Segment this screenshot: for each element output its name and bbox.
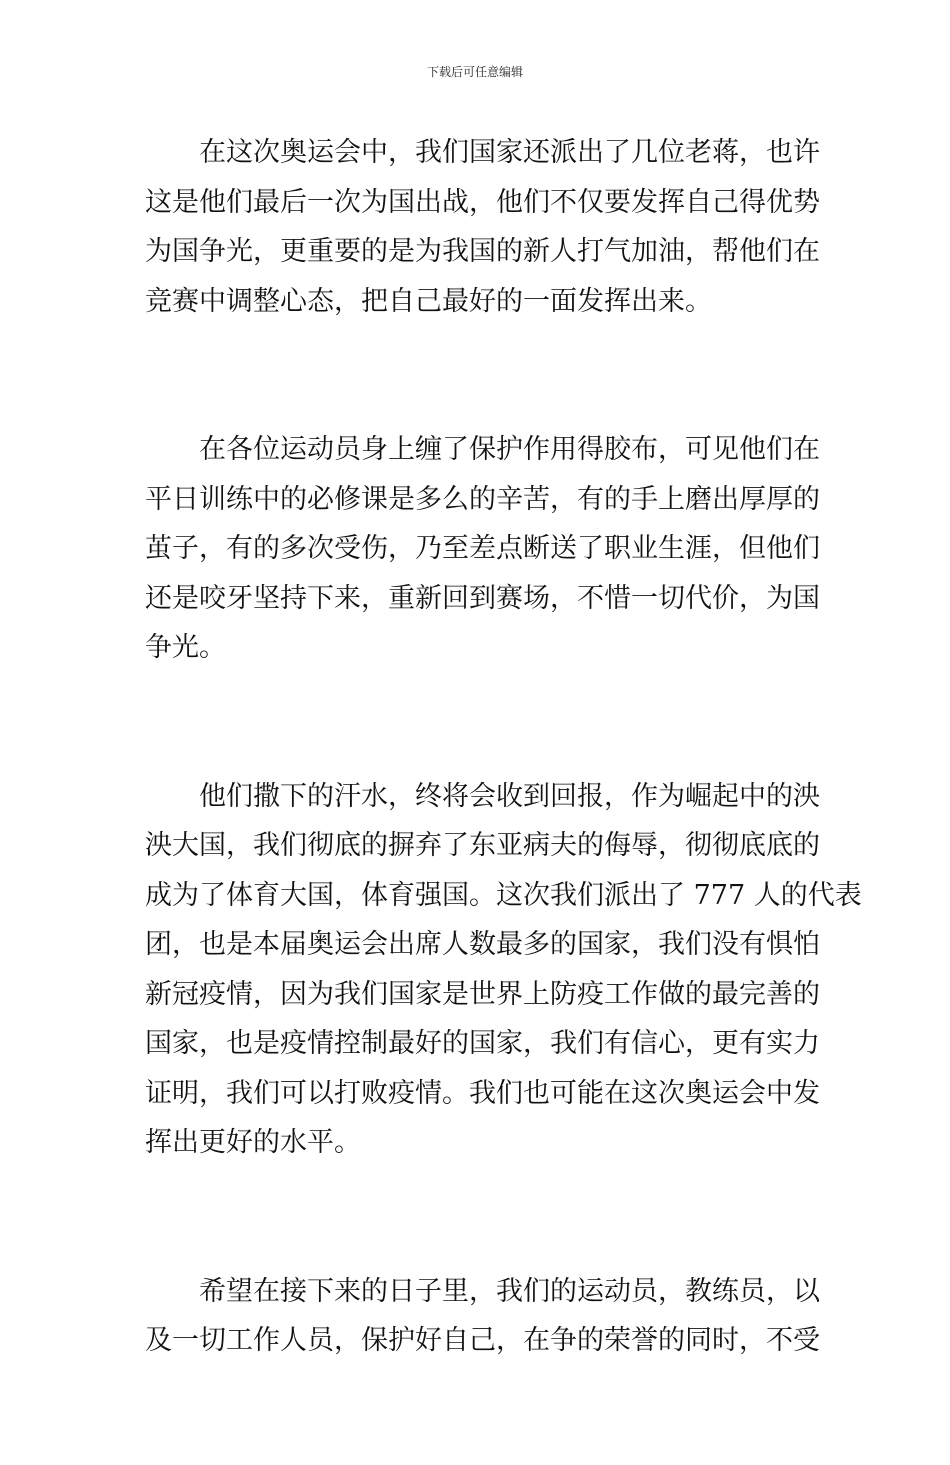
text-line: 国家，也是疫情控制最好的国家，我们有信心，更有实力 [145, 1028, 820, 1059]
document-body [145, 128, 862, 1465]
text-line: 他们撒下的汗水，终将会收到回报，作为崛起中的泱 [199, 780, 820, 812]
text-line: 争光。 [145, 632, 226, 663]
text-line: 平日训练中的必修课是多么的辛苦，有的手上磨出厚厚的 [145, 483, 820, 515]
page-header: 下载后可任意编辑 [426, 65, 523, 79]
text-line: 团，也是本届奥运会出席人数最多的国家，我们没有惧怕 [145, 929, 820, 960]
text-line: 在各位运动员身上缠了保护作用得胶布，可见他们在 [199, 434, 820, 465]
text-line: 竞赛中调整心态，把自己最好的一面发挥出来。 [145, 285, 712, 317]
paragraph-2 [145, 425, 820, 673]
text-line: 新冠疫情，因为我们国家是世界上防疫工作做的最完善的 [145, 978, 820, 1010]
paragraph-3 [145, 772, 862, 1168]
paragraph-4 [145, 1267, 820, 1366]
text-line: 挥出更好的水平。 [145, 1127, 361, 1158]
text-line: 茧子，有的多次受伤，乃至差点断送了职业生涯，但他们 [145, 533, 820, 564]
text-line: 泱大国，我们彻底的摒弃了东亚病夫的侮辱，彻彻底底的 [145, 830, 820, 861]
text-line: 为国争光，更重要的是为我国的新人打气加油，帮他们在 [145, 236, 820, 267]
text-line: 这是他们最后一次为国出战，他们不仅要发挥自己得优势 [145, 186, 820, 218]
text-line: 证明，我们可以打败疫情。我们也可能在这次奥运会中发 [145, 1077, 820, 1109]
text-line: 成为了体育大国，体育强国。这次我们派出了 777 人的代表 [145, 879, 862, 911]
text-line: 在这次奥运会中，我们国家还派出了几位老蒋，也许 [199, 137, 820, 168]
text-line: 及一切工作人员，保护好自己，在争的荣誉的同时，不受 [145, 1325, 820, 1356]
text-line: 还是咬牙坚持下来，重新回到赛场，不惜一切代价，为国 [145, 582, 820, 614]
text-line: 希望在接下来的日子里，我们的运动员，教练员，以 [199, 1275, 820, 1307]
paragraph-1 [145, 128, 820, 326]
